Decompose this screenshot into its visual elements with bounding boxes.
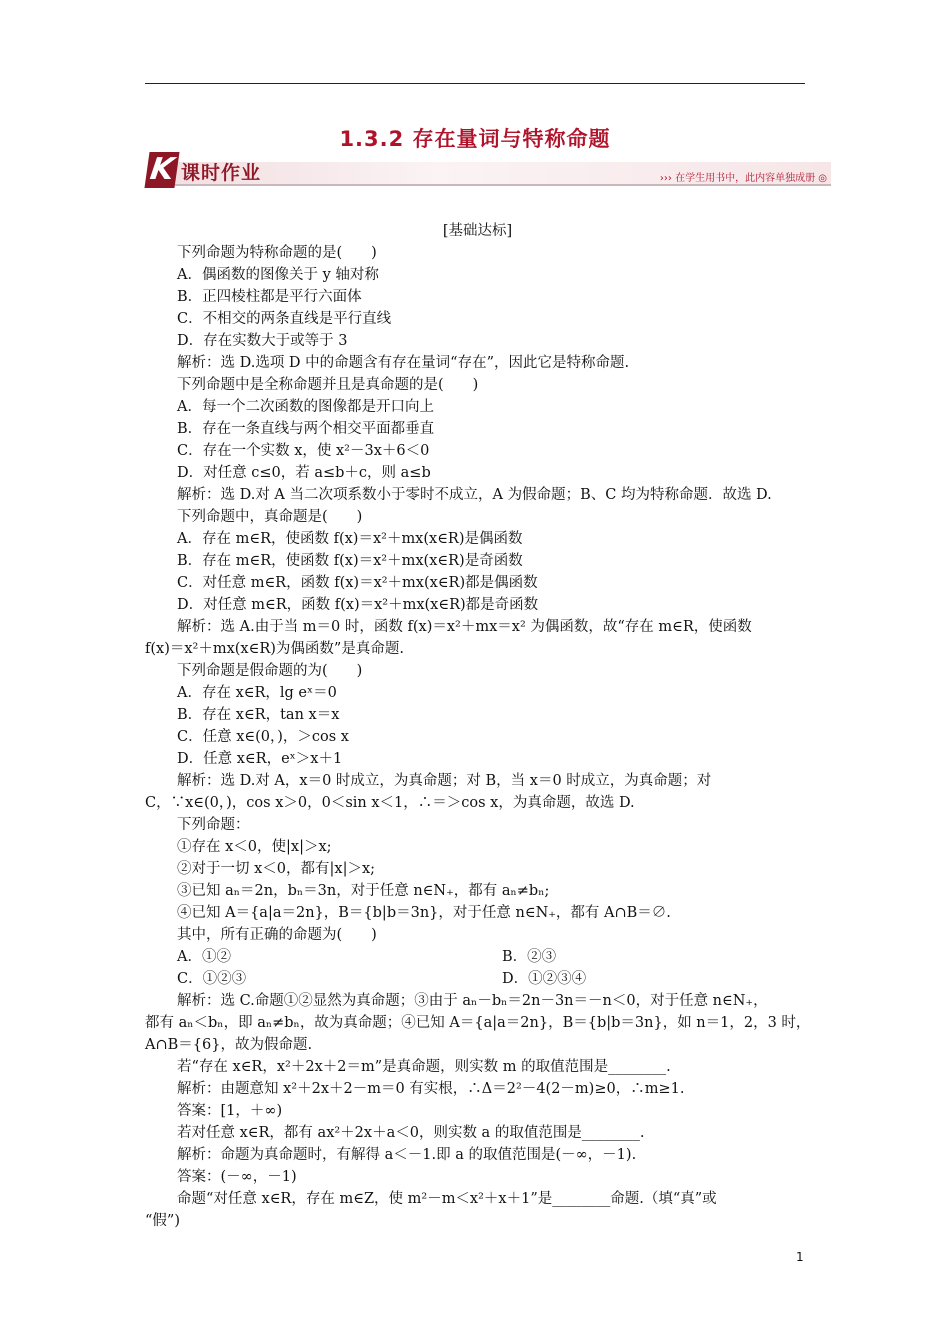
text-line-content: 命题“对任意 x∈R，存在 m∈Z，使 m²－m＜x²＋x＋1”是________命题.（填“真”或	[177, 1191, 717, 1207]
text-line-content: D．任意 x∈R，eˣ＞x＋1	[177, 751, 343, 767]
text-line-content: D．对任意 m∈R，函数 f(x)＝x²＋mx(x∈R)都是奇函数	[177, 597, 539, 613]
text-line	[177, 968, 587, 990]
text-line-content: D．存在实数大于或等于 3	[177, 333, 348, 349]
text-line	[177, 242, 377, 264]
text-line	[177, 572, 538, 594]
text-line-content: D．对任意 c≤0，若 a≤b＋c，则 a≤b	[177, 465, 431, 481]
text-line	[177, 836, 332, 858]
text-line	[177, 396, 434, 418]
text-line-content: 解析：选 D.对 A，x＝0 时成立，为真命题；对 B，当 x＝0 时成立，为真命题；对	[177, 773, 712, 789]
text-line	[145, 1210, 180, 1232]
text-line	[177, 286, 362, 308]
text-line	[177, 462, 431, 484]
option-column-2: B．②③	[502, 949, 557, 965]
text-line	[177, 594, 538, 616]
text-line	[177, 726, 349, 748]
text-line-content: A．①②	[177, 949, 231, 965]
text-line-content: C．对任意 m∈R，函数 f(x)＝x²＋mx(x∈R)都是偶函数	[177, 575, 538, 591]
text-line-content: 其中，所有正确的命题为( )	[177, 927, 377, 943]
text-line-content: 解析：选 C.命题①②显然为真命题；③由于 aₙ－bₙ＝2n－3n＝－n＜0，对于任意 n∈N₊，	[177, 993, 768, 1009]
text-line	[177, 308, 391, 330]
text-line-content: 解析：选 A.由于当 m＝0 时，函数 f(x)＝x²＋mx＝x² 为偶函数，故“存在 m∈R，使函数	[177, 619, 752, 635]
text-line-content: A．偶函数的图像关于 y 轴对称	[177, 267, 379, 283]
text-line	[177, 506, 362, 528]
text-line-content: 下列命题是假命题的为( )	[177, 663, 363, 679]
text-line-content: ②对于一切 x＜0，都有|x|＞x;	[177, 861, 376, 877]
text-line-content: 解析：选 D.选项 D 中的命题含有存在量词“存在”，因此它是特称命题.	[177, 355, 630, 371]
text-line-content: ①存在 x＜0，使|x|＞x;	[177, 839, 332, 855]
text-line-content: 若“存在 x∈R，x²＋2x＋2＝m”是真命题，则实数 m 的取值范围是________.	[177, 1059, 671, 1075]
text-line-content: 解析：命题为真命题时，有解得 a＜－1.即 a 的取值范围是(－∞，－1).	[177, 1147, 637, 1163]
text-line	[177, 1166, 297, 1188]
text-line-content: A∩B＝{6}，故为假命题.	[145, 1037, 313, 1053]
text-line	[177, 770, 711, 792]
text-line-content: 答案：(－∞，－1)	[177, 1169, 297, 1185]
text-line-content: B．存在 x∈R，tan x＝x	[177, 707, 340, 723]
text-line-content: ④已知 A＝{a|a＝2n}，B＝{b|b＝3n}，对于任意 n∈N₊，都有 A∩B＝∅.	[177, 905, 671, 921]
text-line	[177, 352, 629, 374]
text-line	[145, 792, 635, 814]
text-line	[177, 748, 342, 770]
text-line-content: B．正四棱柱都是平行六面体	[177, 289, 362, 305]
text-line	[177, 264, 379, 286]
text-line	[177, 1056, 671, 1078]
text-line-content: 解析：选 D.对 A 当二次项系数小于零时不成立，A 为假命题；B、C 均为特称命题．故选 D.	[177, 487, 772, 503]
text-line-content: A．每一个二次函数的图像都是开口向上	[177, 399, 434, 415]
text-line-content: 下列命题：	[177, 817, 250, 833]
text-line	[177, 1188, 717, 1210]
text-line	[177, 374, 478, 396]
option-column-2: D．①②③④	[502, 971, 587, 987]
text-line	[145, 638, 404, 660]
text-line	[177, 946, 557, 968]
text-line-content: “假”)	[145, 1213, 180, 1229]
text-line	[177, 418, 434, 440]
text-line-content: C．存在一个实数 x，使 x²－3x＋6＜0	[177, 443, 430, 459]
page-number: 1	[796, 1250, 804, 1264]
text-line	[177, 990, 768, 1012]
text-line-content: 答案：[1，＋∞)	[177, 1103, 283, 1119]
text-line	[177, 616, 752, 638]
text-line-content: 下列命题中是全称命题并且是真命题的是( )	[177, 377, 479, 393]
text-line	[177, 1144, 636, 1166]
banner-note: ››› 在学生用书中，此内容单独成册 ◎	[659, 173, 827, 184]
text-line	[177, 682, 337, 704]
text-line-content: 解析：由题意知 x²＋2x＋2－m＝0 有实根，∴Δ＝2²－4(2－m)≥0，∴m≥1.	[177, 1081, 685, 1097]
text-line-content: C．不相交的两条直线是平行直线	[177, 311, 392, 327]
text-line	[177, 814, 250, 836]
section-heading: [基础达标]	[442, 223, 513, 239]
section-banner	[145, 150, 835, 192]
text-line	[177, 880, 549, 902]
text-line	[177, 924, 377, 946]
text-line	[177, 1122, 644, 1144]
text-line	[145, 1012, 810, 1034]
text-line-content: 下列命题中，真命题是( )	[177, 509, 363, 525]
banner-label: 课时作业	[181, 162, 262, 184]
text-line	[177, 484, 772, 506]
text-line-content: ③已知 aₙ＝2n，bₙ＝3n，对于任意 n∈N₊，都有 aₙ≠bₙ;	[177, 883, 550, 899]
text-line-content: C．①②③	[177, 971, 247, 987]
text-line-content: A．存在 m∈R，使函数 f(x)＝x²＋mx(x∈R)是偶函数	[177, 531, 523, 547]
text-line-content: C．任意 x∈(0，)，＞cos x	[177, 729, 349, 745]
text-line	[145, 1034, 312, 1056]
text-line	[177, 440, 429, 462]
header-rule	[145, 83, 805, 84]
text-line	[177, 330, 347, 352]
text-line-content: f(x)＝x²＋mx(x∈R)为偶函数”是真命题.	[145, 641, 404, 657]
page-title: 1.3.2 存在量词与特称命题	[339, 127, 611, 151]
text-line	[177, 528, 523, 550]
text-line-content: 都有 aₙ＜bₙ，即 aₙ≠bₙ，故为真命题；④已知 A＝{a|a＝2n}，B＝{b|b＝3n}，如 n＝1，2，3 时，	[145, 1015, 811, 1031]
text-line	[177, 1078, 684, 1100]
text-line	[177, 902, 671, 924]
banner-logo: K	[144, 152, 179, 188]
text-line-content: A．存在 x∈R，lg eˣ＝0	[177, 685, 337, 701]
text-line	[177, 550, 523, 572]
text-line-content: 下列命题为特称命题的是( )	[177, 245, 377, 261]
text-line	[177, 1100, 282, 1122]
text-line	[177, 660, 362, 682]
text-line	[177, 858, 375, 880]
text-line-content: C，∵x∈(0，)，cos x＞0，0＜sin x＜1，∴＝＞cos x，为真命题，故选 D.	[145, 795, 635, 811]
text-line-content: 若对任意 x∈R，都有 ax²＋2x＋a＜0，则实数 a 的取值范围是________.	[177, 1125, 645, 1141]
text-line-content: B．存在 m∈R，使函数 f(x)＝x²＋mx(x∈R)是奇函数	[177, 553, 523, 569]
text-line-content: B．存在一条直线与两个相交平面都垂直	[177, 421, 435, 437]
text-line	[177, 704, 339, 726]
